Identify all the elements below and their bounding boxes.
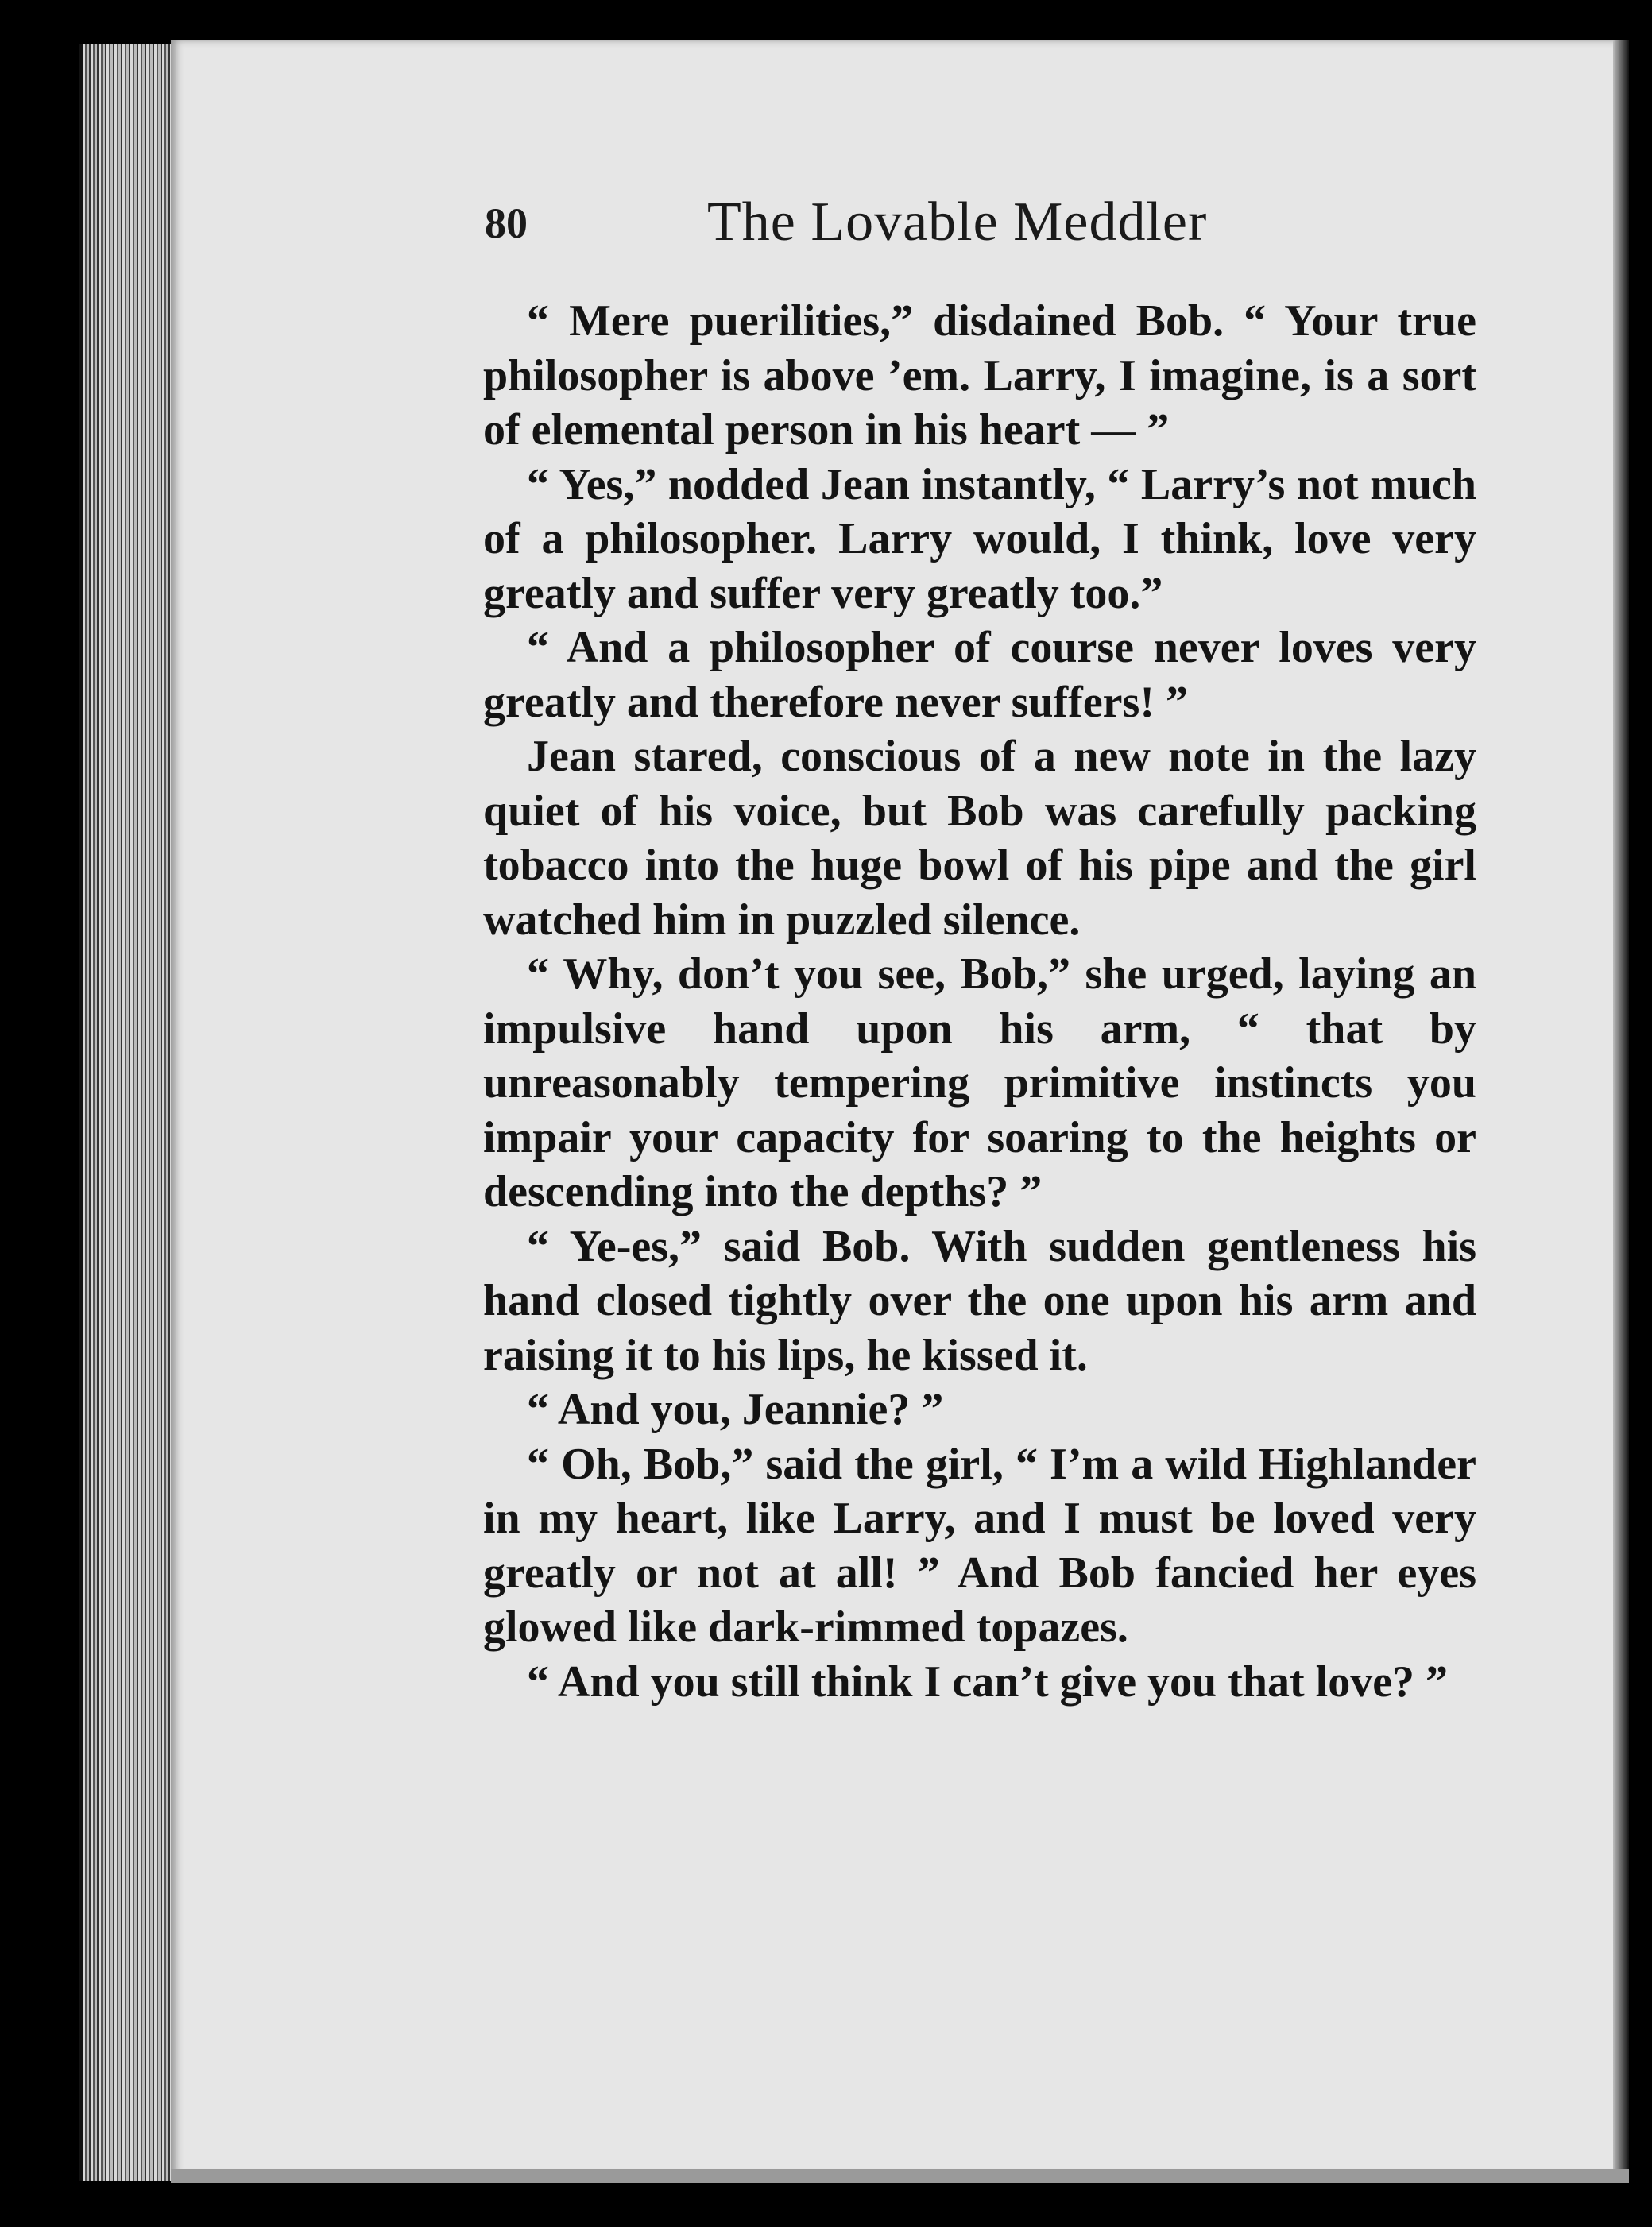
paragraph: “ And you, Jeannie? ” xyxy=(527,1385,944,1434)
page-bottom-edge xyxy=(171,2169,1629,2183)
page-number: 80 xyxy=(485,199,528,247)
page-stack-edge xyxy=(79,44,186,2181)
paragraph: “ Ye-es,” said Bob. With sudden gentleness his hand closed tightly over the one upon his arm and raising it to his lips, he kissed it. xyxy=(483,1221,1476,1380)
paragraph: “ Why, don’t you see, Bob,” she urged, laying an impulsive hand upon his arm, “ that by unreasonably tempering primitive instincts you impair your capacity for soaring to the heights or descending into the depths? ” xyxy=(483,949,1476,1216)
paragraph: “ Oh, Bob,” said the girl, “ I’m a wild Highlander in my heart, like Larry, and I must be loved very greatly or not at all! ” And Bob fancied her eyes glowed like dark-rimmed topazes. xyxy=(483,1439,1476,1652)
body-text xyxy=(483,294,1476,1709)
page-right-edge xyxy=(1613,40,1629,2177)
paragraph: “ Mere puerilities,” disdained Bob. “ Your true philosopher is above ’em. Larry, I imagine, is a sort of elemental person in his heart — ” xyxy=(483,296,1476,454)
paragraph: Jean stared, conscious of a new note in the lazy quiet of his voice, but Bob was carefully packing tobacco into the huge bowl of his pipe and the girl watched him in puzzled silence. xyxy=(483,732,1476,945)
paragraph: “ And a philosopher of course never loves very greatly and therefore never suffers! ” xyxy=(483,623,1476,727)
paragraph: “ Yes,” nodded Jean instantly, “ Larry’s not much of a philosopher. Larry would, I think, love very greatly and suffer very greatly too.” xyxy=(483,459,1476,618)
running-header xyxy=(485,191,1279,270)
paragraph: “ And you still think I can’t give you that love? ” xyxy=(527,1657,1449,1707)
running-title: The Lovable Meddler xyxy=(707,191,1208,253)
